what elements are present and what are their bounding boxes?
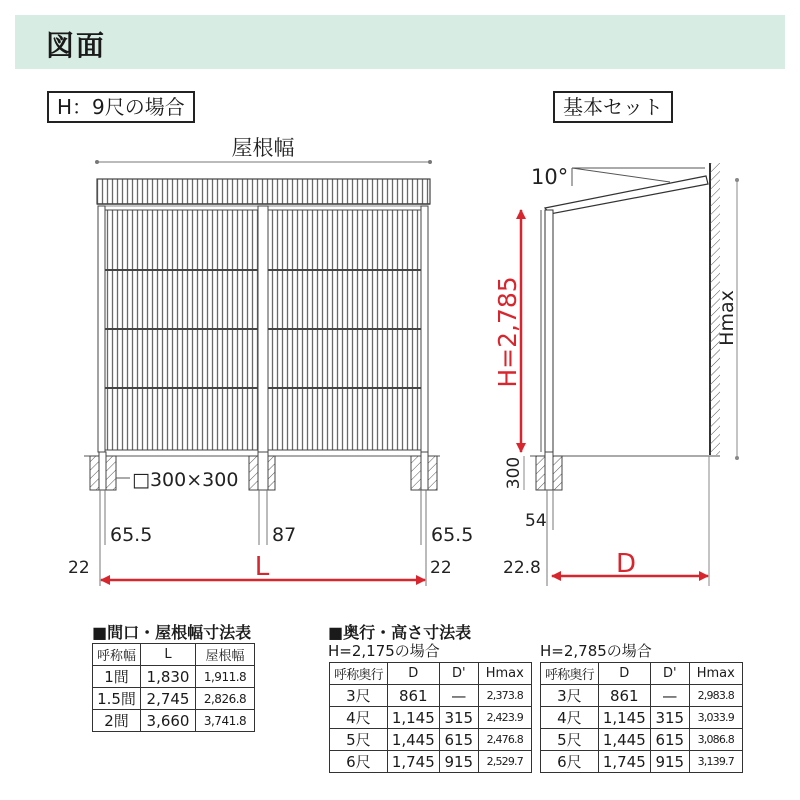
height-label: H=2,785: [493, 276, 522, 388]
table-cell: 1,445: [598, 729, 650, 751]
table-cell: 3,660: [141, 710, 196, 732]
table-row: [330, 707, 532, 729]
table-row: [93, 688, 255, 710]
depth-table-title: ■奥行・高さ寸法表: [328, 623, 472, 642]
depth-table-subtitle-2785: H=2,785の場合: [540, 642, 652, 660]
table-header-cell: 呼称奥行: [330, 663, 388, 685]
table-row: [330, 685, 532, 707]
table-cell: 5尺: [330, 729, 388, 751]
dim-right-label: 65.5: [431, 524, 474, 546]
side-post: [545, 210, 553, 454]
table-cell: 2,373.8: [478, 685, 531, 707]
table-cell: 4尺: [330, 707, 388, 729]
table-cell: 2,529.7: [478, 751, 531, 773]
table-cell: 1,145: [598, 707, 650, 729]
table-header-cell: Hmax: [689, 663, 742, 685]
post-middle: [258, 206, 268, 452]
table-header-cell: D: [598, 663, 650, 685]
table-header-row: [93, 644, 255, 666]
table-cell: 2間: [93, 710, 141, 732]
width-table-title: ■間口・屋根幅寸法表: [92, 623, 252, 642]
table-cell: 1,745: [598, 751, 650, 773]
table-header-cell: D: [387, 663, 439, 685]
table-cell: 6尺: [541, 751, 599, 773]
post-right: [421, 206, 428, 452]
roof-width-label: 屋根幅: [231, 136, 295, 160]
table-cell: 1,145: [387, 707, 439, 729]
dim-22-8-label: 22.8: [503, 558, 541, 578]
table-cell: 315: [650, 707, 689, 729]
side-elevation: [493, 163, 739, 586]
table-cell: —: [650, 685, 689, 707]
table-cell: 1.5間: [93, 688, 141, 710]
table-row: [330, 729, 532, 751]
roof-panel: [97, 179, 430, 204]
table-cell: 2,476.8: [478, 729, 531, 751]
table-cell: 315: [439, 707, 478, 729]
table-cell: 1間: [93, 666, 141, 688]
depth-table-2175: [329, 662, 532, 773]
table-cell: 861: [387, 685, 439, 707]
table-cell: 5尺: [541, 729, 599, 751]
post-left: [98, 206, 105, 452]
table-cell: 2,983.8: [689, 685, 742, 707]
dim-L-label: L: [254, 552, 270, 582]
table-cell: 1,911.8: [196, 666, 255, 688]
dim-22-right-label: 22: [430, 558, 452, 578]
side-foundation: [536, 452, 562, 490]
table-cell: 615: [439, 729, 478, 751]
table-cell: 3尺: [541, 685, 599, 707]
page-title: 図面: [46, 29, 107, 62]
roof-angle-label: 10°: [531, 165, 569, 189]
table-cell: 915: [439, 751, 478, 773]
foundation-middle: [249, 452, 275, 490]
basic-set-label: 基本セット: [553, 91, 673, 123]
table-cell: —: [439, 685, 478, 707]
table-cell: 3,741.8: [196, 710, 255, 732]
table-row: [93, 666, 255, 688]
table-header-cell: D': [439, 663, 478, 685]
roof-slope: [545, 176, 708, 214]
table-header-row: [330, 663, 532, 685]
front-elevation: [68, 136, 473, 586]
dim-D-label: D: [615, 549, 637, 579]
height-case-label: H：9尺の場合: [47, 91, 195, 123]
dim-54-label: 54: [525, 511, 547, 531]
table-header-row: [541, 663, 743, 685]
width-table: [92, 643, 255, 732]
table-cell: 2,745: [141, 688, 196, 710]
table-cell: 915: [650, 751, 689, 773]
table-cell: 1,745: [387, 751, 439, 773]
hmax-label: Hmax: [716, 290, 738, 346]
foundation-right: [411, 452, 437, 490]
table-header-cell: 呼称奥行: [541, 663, 599, 685]
table-cell: 6尺: [330, 751, 388, 773]
table-cell: 2,826.8: [196, 688, 255, 710]
table-row: [541, 729, 743, 751]
dim-300-label: 300: [504, 456, 524, 490]
foundation-left: [90, 452, 116, 490]
dim-middle-label: 87: [272, 524, 297, 546]
table-row: [541, 751, 743, 773]
depth-table-subtitle-2175: H=2,175の場合: [328, 642, 440, 660]
foundation-size-label: □300×300: [132, 469, 239, 491]
table-row: [93, 710, 255, 732]
table-cell: 615: [650, 729, 689, 751]
table-row: [541, 685, 743, 707]
table-cell: 3,033.9: [689, 707, 742, 729]
table-cell: 3,086.8: [689, 729, 742, 751]
table-cell: 3,139.7: [689, 751, 742, 773]
table-header-cell: 呼称幅: [93, 644, 141, 666]
depth-table-2785: [540, 662, 743, 773]
table-cell: 4尺: [541, 707, 599, 729]
table-row: [541, 707, 743, 729]
table-cell: 1,445: [387, 729, 439, 751]
dim-left-label: 65.5: [110, 524, 153, 546]
table-cell: 2,423.9: [478, 707, 531, 729]
table-row: [330, 751, 532, 773]
table-cell: 861: [598, 685, 650, 707]
table-cell: 1,830: [141, 666, 196, 688]
table-header-cell: Hmax: [478, 663, 531, 685]
table-header-cell: L: [141, 644, 196, 666]
table-cell: 3尺: [330, 685, 388, 707]
dim-22-left-label: 22: [68, 558, 90, 578]
table-header-cell: D': [650, 663, 689, 685]
table-header-cell: 屋根幅: [196, 644, 255, 666]
